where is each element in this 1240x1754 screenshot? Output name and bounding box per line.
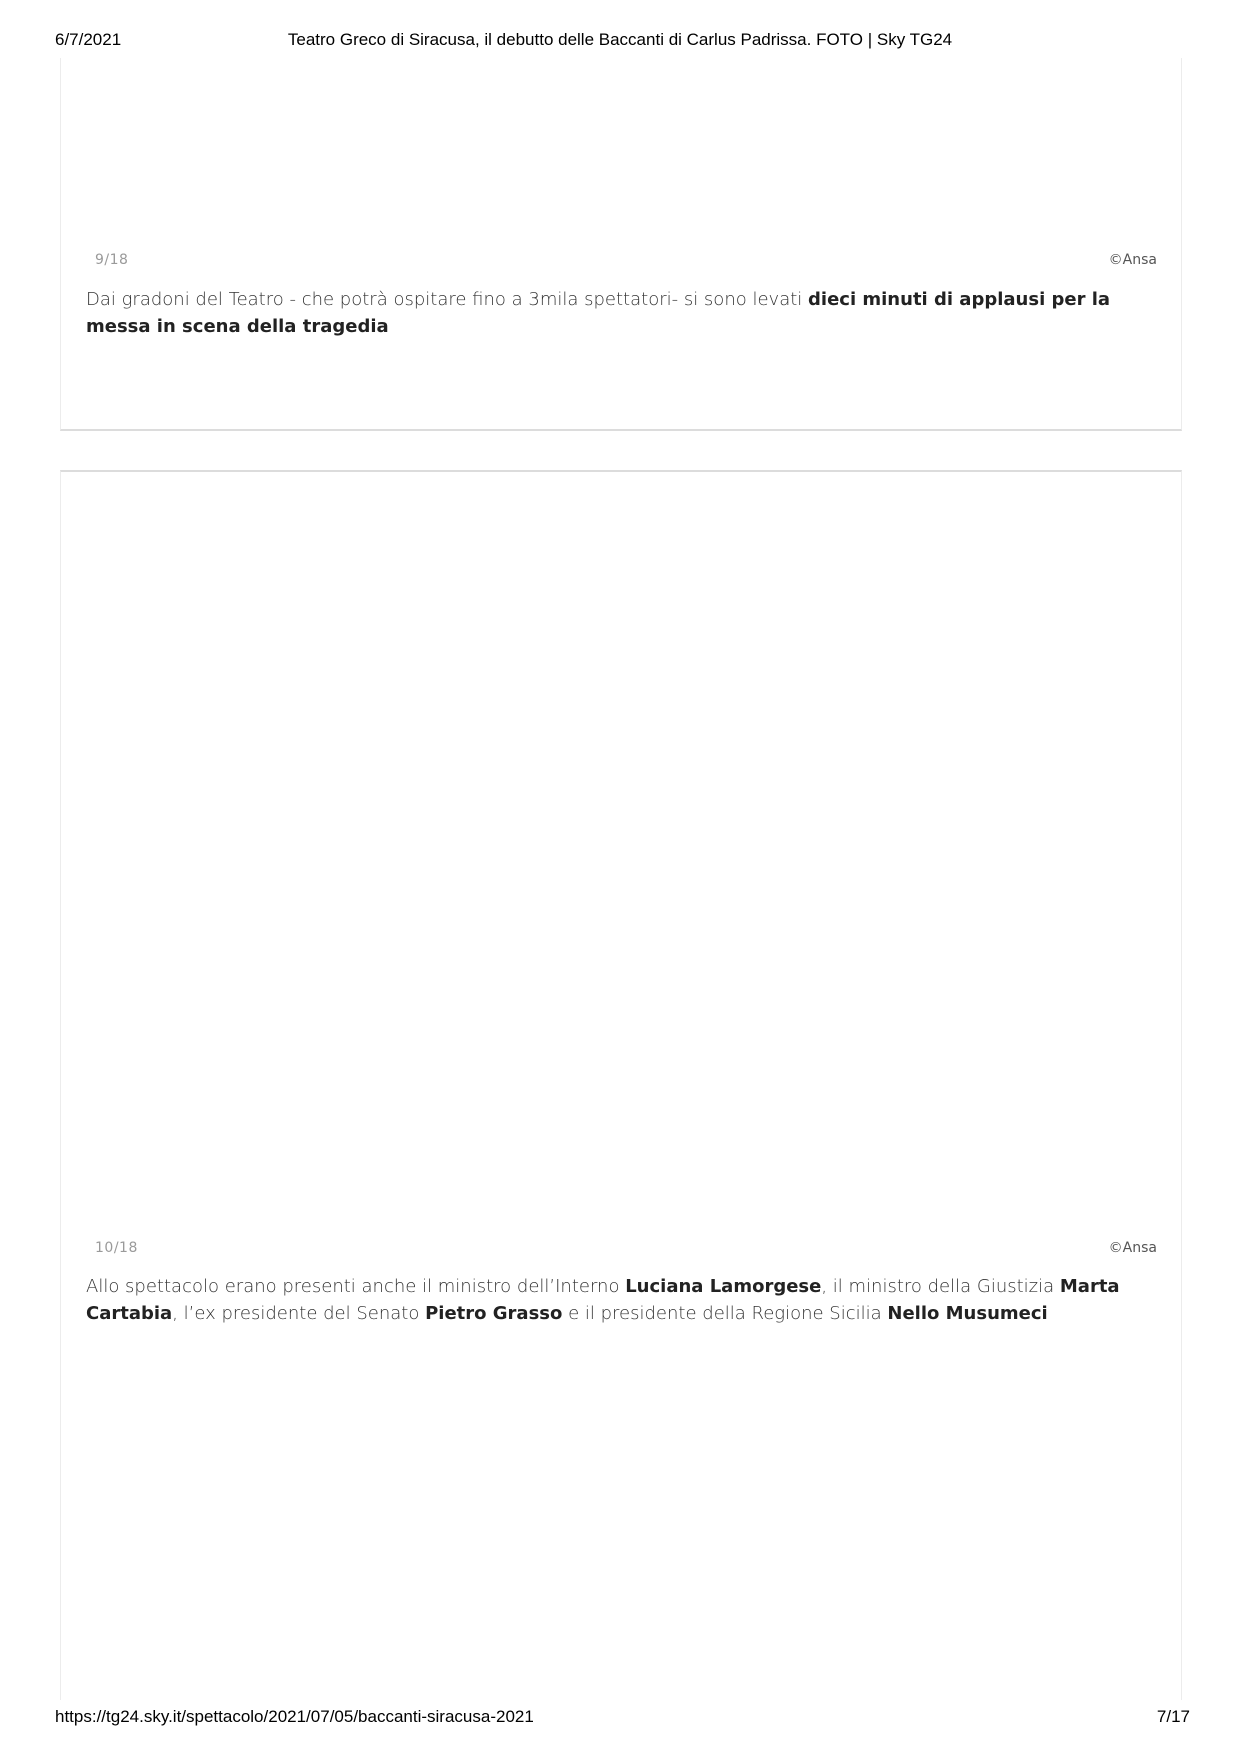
print-page-number: 7/17 — [1156, 1707, 1190, 1726]
slide-caption — [86, 1273, 1157, 1327]
print-header — [55, 30, 1185, 52]
photo-credit: ©Ansa — [1108, 1240, 1157, 1256]
caption-highlight: Pietro Grasso — [425, 1303, 563, 1324]
slide-meta — [95, 252, 1157, 270]
slide-meta — [95, 1240, 1157, 1258]
slide-image — [61, 58, 1181, 248]
slide-caption — [86, 286, 1157, 340]
print-page-title: Teatro Greco di Siracusa, il debutto delle Baccanti di Carlus Padrissa. FOTO | Sky TG24 — [287, 30, 953, 49]
gallery-slide — [60, 58, 1182, 431]
photo-credit: ©Ansa — [1108, 252, 1157, 268]
caption-highlight: dieci minuti di applausi per la messa in scena della tragedia — [86, 289, 1111, 337]
caption-text: Allo spettacolo erano presenti anche il ministro dell’Interno — [86, 1276, 626, 1297]
caption-text: , il ministro della Giustizia — [821, 1276, 1060, 1297]
caption-text: Dai gradoni del Teatro - che potrà ospitare fino a 3mila spettatori- si sono levati — [86, 289, 809, 310]
slide-counter: 10/18 — [95, 1240, 138, 1256]
print-date: 6/7/2021 — [55, 30, 122, 49]
gallery-slide — [60, 470, 1182, 1700]
caption-highlight: Nello Musumeci — [887, 1303, 1048, 1324]
caption-text: , l’ex presidente del Senato — [172, 1303, 426, 1324]
caption-text: e il presidente della Regione Sicilia — [562, 1303, 888, 1324]
caption-highlight: Marta Cartabia — [86, 1276, 1120, 1324]
slide-counter: 9/18 — [95, 252, 129, 268]
print-url: https://tg24.sky.it/spettacolo/2021/07/05/baccanti-siracusa-2021 — [55, 1707, 534, 1726]
print-footer — [55, 1707, 1190, 1729]
slide-image — [61, 472, 1181, 1232]
caption-highlight: Luciana Lamorgese — [625, 1276, 822, 1297]
